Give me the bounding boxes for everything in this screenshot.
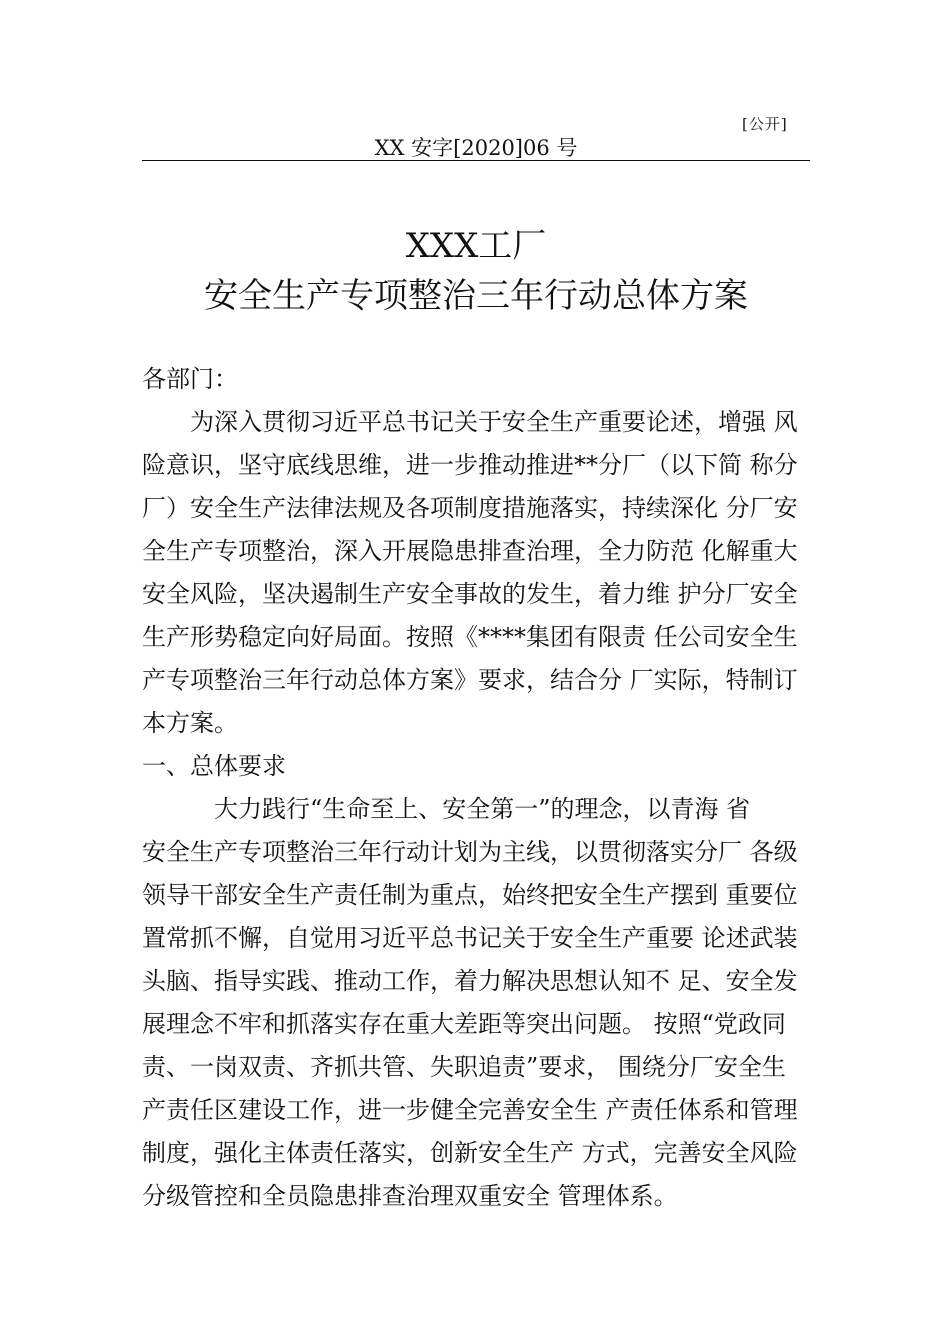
document-body	[142, 358, 832, 1218]
document-number: XX 安字[2020]06 号	[374, 136, 578, 160]
section1-line: 安全生产专项整治三年行动计划为主线，以贯彻落实分厂 各级	[142, 838, 798, 866]
header-divider	[142, 160, 810, 161]
section1-line: 置常抓不懈，自觉用习近平总书记关于安全生产重要 论述武装	[142, 924, 798, 952]
document-title-main: 安全生产专项整治三年行动总体方案	[204, 276, 748, 316]
intro-line: 本方案。	[142, 709, 238, 737]
document-title-org: XXX工厂	[405, 226, 547, 266]
classification-label: [公开]	[742, 115, 788, 133]
section1-line: 领导干部安全生产责任制为重点，始终把安全生产摆到 重要位	[142, 881, 798, 909]
intro-line: 全生产专项整治，深入开展隐患排查治理，全力防范 化解重大	[142, 537, 798, 565]
section1-line: 展理念不牢和抓落实存在重大差距等突出问题。 按照“党政同	[142, 1010, 786, 1038]
section1-line: 产责任区建设工作，进一步健全完善安全生 产责任体系和管理	[142, 1096, 798, 1124]
intro-line: 为深入贯彻习近平总书记关于安全生产重要论述，增强 风	[142, 408, 798, 436]
section1-line: 大力践行“生命至上、安全第一”的理念，以青海 省	[142, 795, 751, 823]
section-heading: 一、总体要求	[142, 752, 286, 780]
intro-line: 险意识，坚守底线思维，进一步推动推进**分厂（以下简 称分	[142, 451, 798, 479]
intro-line: 安全风险，坚决遏制生产安全事故的发生，着力维 护分厂安全	[142, 580, 798, 608]
intro-line: 厂）安全生产法律法规及各项制度措施落实，持续深化 分厂安	[142, 494, 798, 522]
intro-line: 产专项整治三年行动总体方案》要求，结合分 厂实际，特制订	[142, 666, 798, 694]
section1-line: 分级管控和全员隐患排查治理双重安全 管理体系。	[142, 1182, 678, 1210]
section1-line: 责、一岗双责、齐抓共管、失职追责”要求， 围绕分厂安全生	[142, 1053, 786, 1081]
section1-line: 制度，强化主体责任落实，创新安全生产 方式，完善安全风险	[142, 1139, 798, 1167]
intro-line: 生产形势稳定向好局面。按照《****集团有限责 任公司安全生	[142, 623, 798, 651]
section1-line: 头脑、指导实践、推动工作，着力解决思想认知不 足、安全发	[142, 967, 798, 995]
salutation: 各部门：	[142, 365, 238, 393]
